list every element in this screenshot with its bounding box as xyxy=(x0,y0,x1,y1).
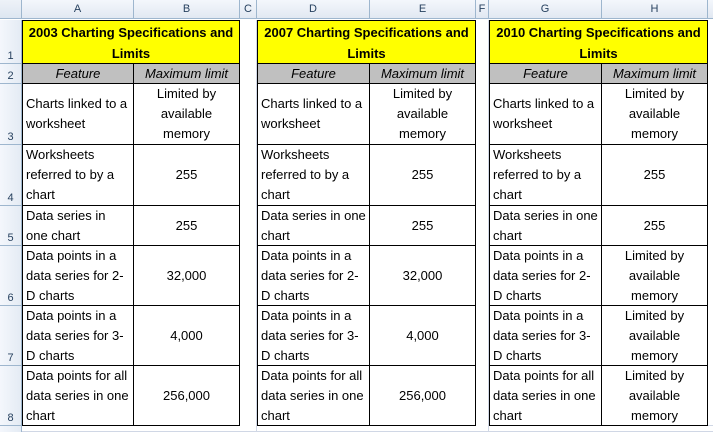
feature-cell[interactable]: Worksheets referred to by a chart xyxy=(489,145,602,206)
limit-cell[interactable]: 255 xyxy=(602,206,708,246)
feature-cell[interactable]: Data points in a data series for 2-D charts xyxy=(257,246,370,306)
feature-cell[interactable]: Data series in one chart xyxy=(257,206,370,246)
feature-cell[interactable]: Charts linked to a worksheet xyxy=(22,84,134,145)
feature-cell[interactable]: Data series in one chart xyxy=(489,206,602,246)
column-header-e[interactable]: E xyxy=(370,0,476,19)
column-header-overflow xyxy=(708,0,713,19)
feature-cell[interactable]: Data points in a data series for 3-D charts xyxy=(257,306,370,366)
feature-cell[interactable]: Data points in a data series for 3-D charts xyxy=(489,306,602,366)
feature-cell[interactable]: Charts linked to a worksheet xyxy=(257,84,370,145)
row-header-overflow xyxy=(0,426,22,432)
limit-cell[interactable]: 256,000 xyxy=(370,366,476,426)
feature-header[interactable]: Feature xyxy=(22,64,134,84)
limit-cell[interactable]: 255 xyxy=(602,145,708,206)
feature-cell[interactable]: Data points in a data series for 2-D charts xyxy=(489,246,602,306)
feature-cell[interactable]: Data series in one chart xyxy=(22,206,134,246)
limit-cell[interactable]: 256,000 xyxy=(134,366,240,426)
limit-header[interactable]: Maximum limit xyxy=(370,64,476,84)
row-header-7[interactable]: 7 xyxy=(0,306,22,366)
limit-cell[interactable]: 4,000 xyxy=(370,306,476,366)
limit-cell[interactable]: 255 xyxy=(134,145,240,206)
limit-cell[interactable]: 255 xyxy=(370,206,476,246)
table-title[interactable]: 2010 Charting Specifications and Limits xyxy=(489,20,708,64)
column-header-d[interactable]: D xyxy=(257,0,370,19)
limit-cell[interactable]: 255 xyxy=(134,206,240,246)
row-9-cells[interactable] xyxy=(22,426,713,432)
feature-header[interactable]: Feature xyxy=(489,64,602,84)
feature-cell[interactable]: Data points in a data series for 2-D charts xyxy=(22,246,134,306)
row-header-4[interactable]: 4 xyxy=(0,145,22,206)
row-header-5[interactable]: 5 xyxy=(0,206,22,246)
limit-cell[interactable]: 255 xyxy=(370,145,476,206)
column-f-cells[interactable] xyxy=(476,20,489,432)
limit-cell[interactable]: Limited by available memory xyxy=(602,366,708,426)
column-header-a[interactable]: A xyxy=(22,0,134,19)
limit-cell[interactable]: 32,000 xyxy=(134,246,240,306)
feature-cell[interactable]: Worksheets referred to by a chart xyxy=(22,145,134,206)
feature-cell[interactable]: Charts linked to a worksheet xyxy=(489,84,602,145)
row-header-3[interactable]: 3 xyxy=(0,84,22,145)
column-header-h[interactable]: H xyxy=(602,0,708,19)
limit-cell[interactable]: 32,000 xyxy=(370,246,476,306)
limit-cell[interactable]: Limited by available memory xyxy=(602,84,708,145)
column-header-c[interactable]: C xyxy=(240,0,257,19)
limit-cell[interactable]: Limited by available memory xyxy=(602,246,708,306)
feature-cell[interactable]: Worksheets referred to by a chart xyxy=(257,145,370,206)
limit-cell[interactable]: 4,000 xyxy=(134,306,240,366)
feature-cell[interactable]: Data points in a data series for 3-D charts xyxy=(22,306,134,366)
row-header-8[interactable]: 8 xyxy=(0,366,22,426)
column-header-f[interactable]: F xyxy=(476,0,489,19)
feature-cell[interactable]: Data points for all data series in one chart xyxy=(489,366,602,426)
table-title[interactable]: 2007 Charting Specifications and Limits xyxy=(257,20,476,64)
feature-cell[interactable]: Data points for all data series in one chart xyxy=(257,366,370,426)
row-header-2[interactable]: 2 xyxy=(0,64,22,84)
column-c-cells[interactable] xyxy=(240,20,257,432)
limit-cell[interactable]: Limited by available memory xyxy=(602,306,708,366)
row-header-1[interactable]: 1 xyxy=(0,20,22,64)
feature-header[interactable]: Feature xyxy=(257,64,370,84)
feature-cell[interactable]: Data points for all data series in one chart xyxy=(22,366,134,426)
table-title[interactable]: 2003 Charting Specifications and Limits xyxy=(22,20,240,64)
limit-header[interactable]: Maximum limit xyxy=(134,64,240,84)
column-overflow-cells[interactable] xyxy=(708,20,713,426)
limit-header[interactable]: Maximum limit xyxy=(602,64,708,84)
row-header-6[interactable]: 6 xyxy=(0,246,22,306)
select-all-corner[interactable] xyxy=(0,0,22,19)
column-headers xyxy=(0,0,713,20)
limit-cell[interactable]: Limited by available memory xyxy=(370,84,476,145)
column-header-g[interactable]: G xyxy=(489,0,602,19)
limit-cell[interactable]: Limited by available memory xyxy=(134,84,240,145)
column-header-b[interactable]: B xyxy=(134,0,240,19)
